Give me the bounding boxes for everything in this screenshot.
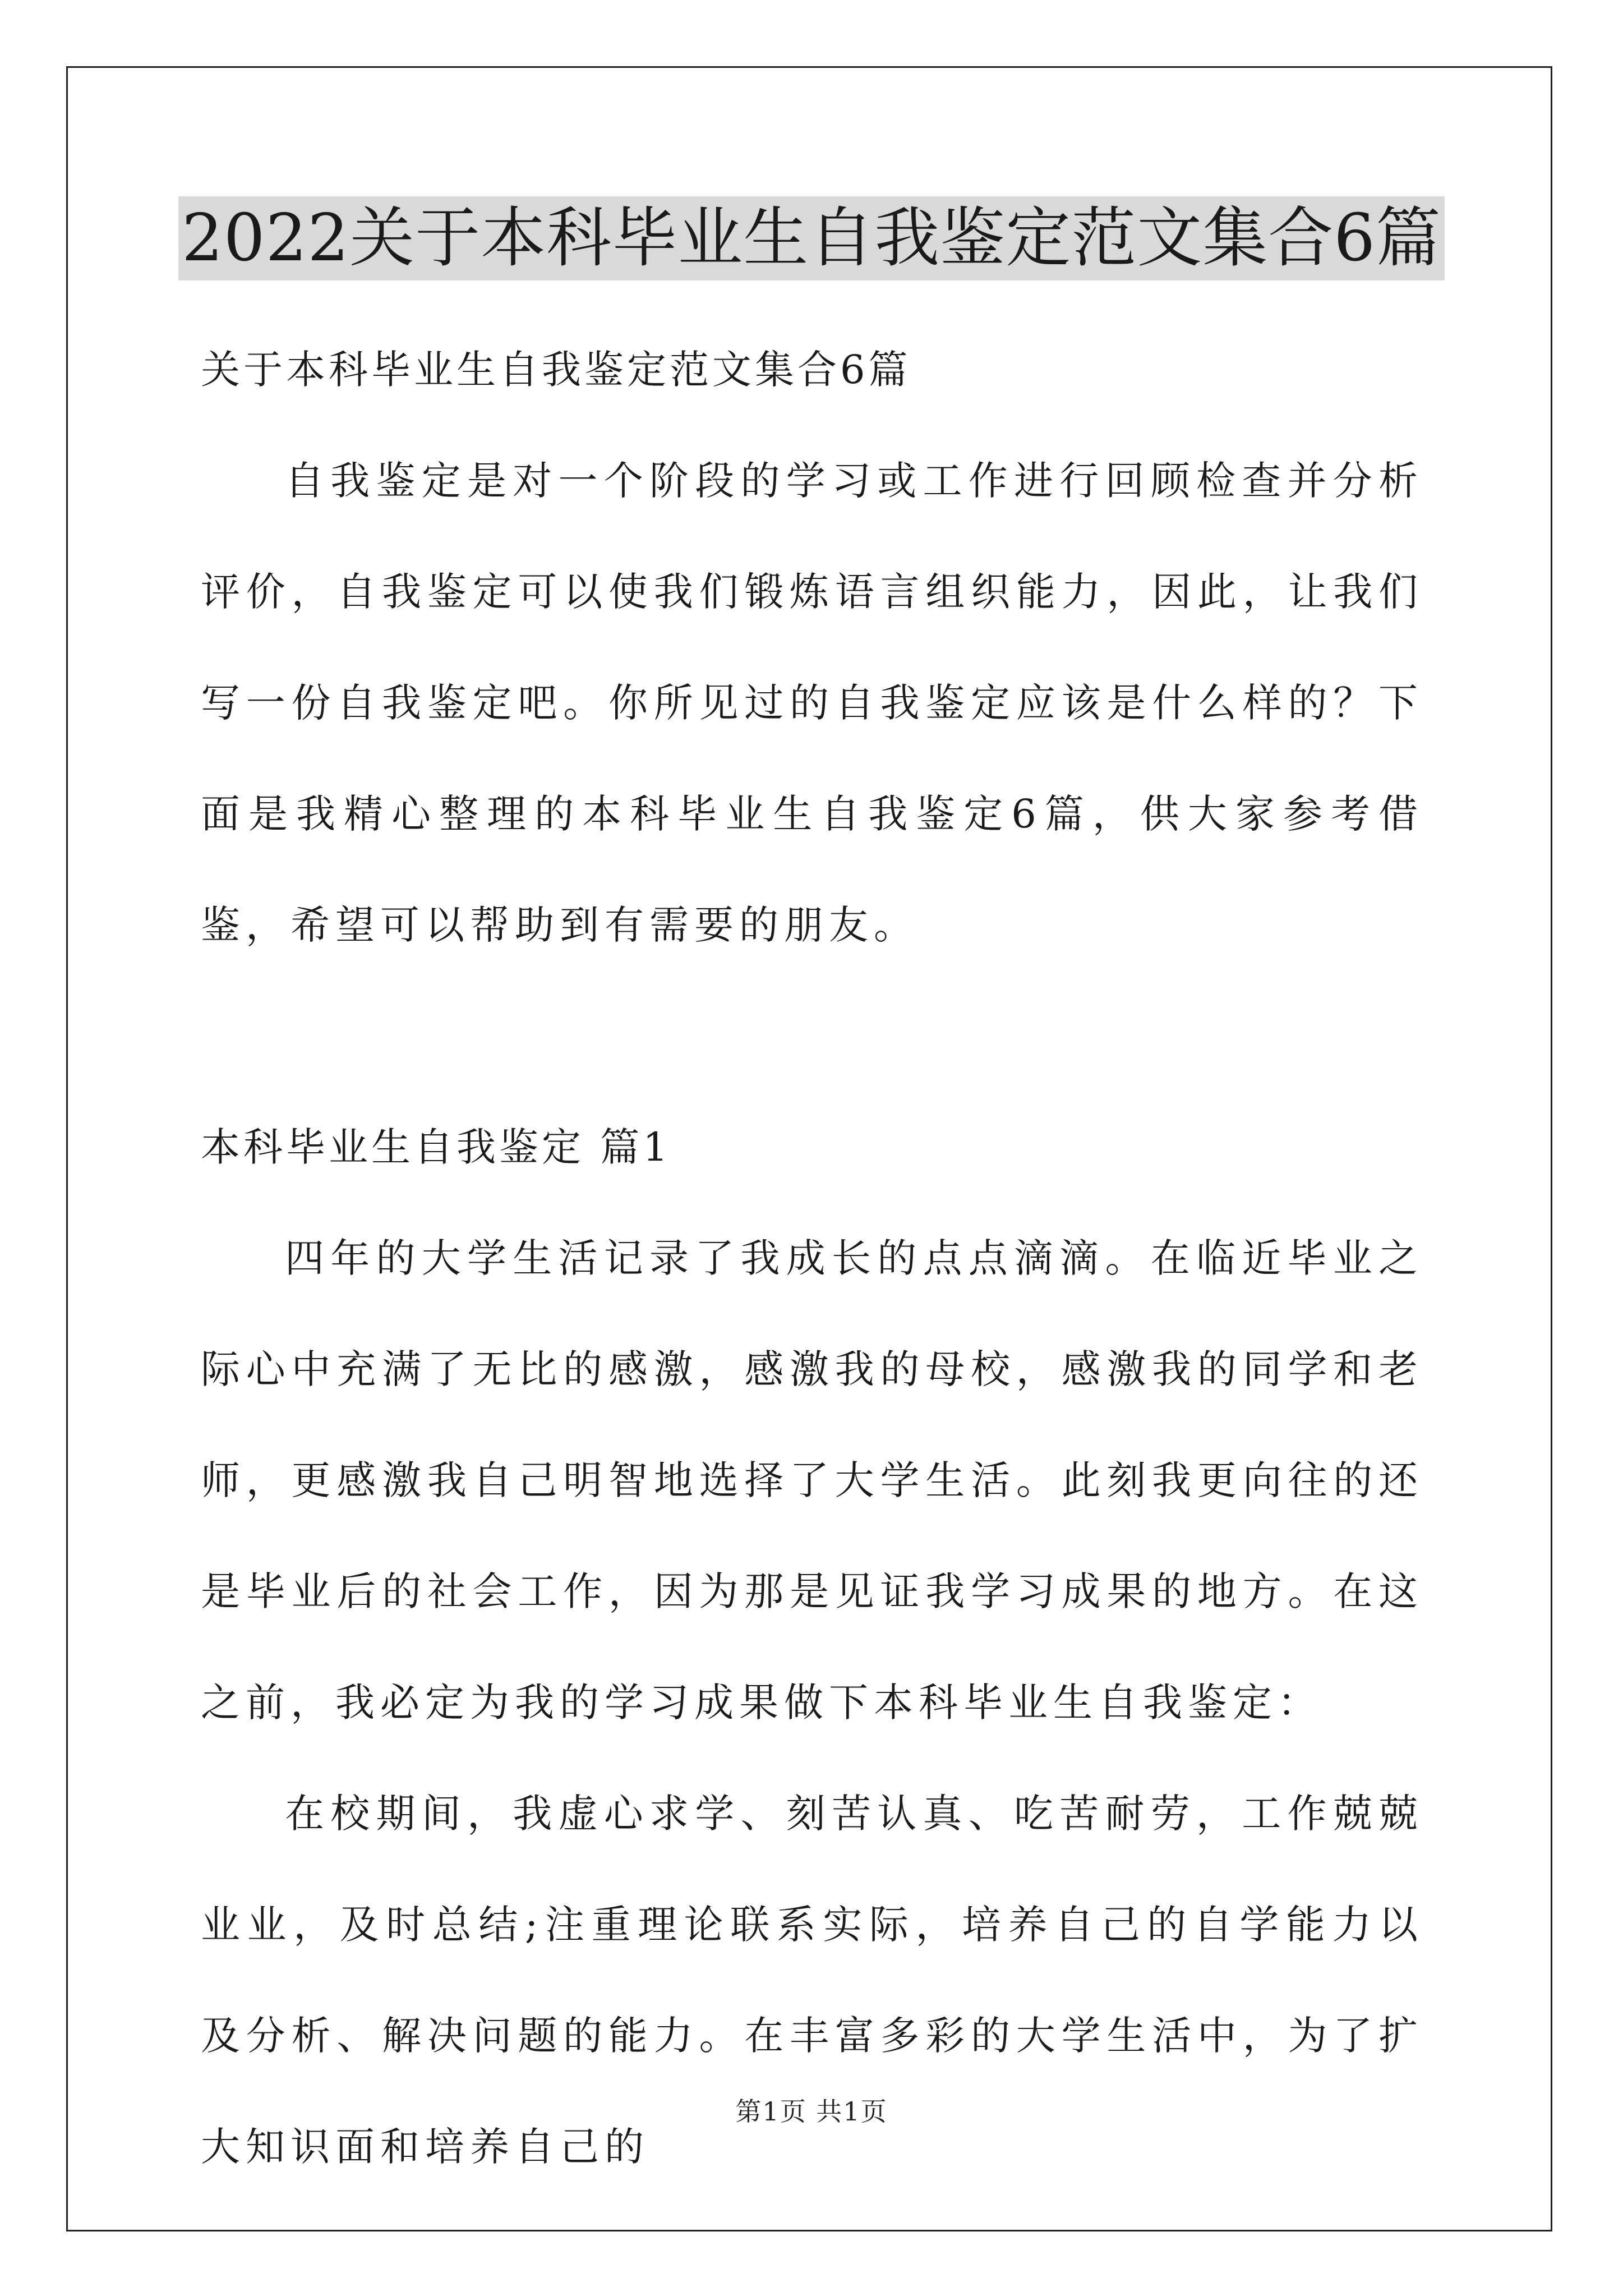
document-body	[201, 314, 1423, 2202]
section-heading: 本科毕业生自我鉴定 篇1	[201, 1124, 671, 1170]
intro-paragraph: 自我鉴定是对一个阶段的学习或工作进行回顾检查并分析评价，自我鉴定可以使我们锻炼语言组织能力，因此，让我们写一份自我鉴定吧。你所见过的自我鉴定应该是什么样的？下面是我精心整理的本科毕业生自我鉴定6篇，供大家参考借鉴，希望可以帮助到有需要的朋友。	[201, 458, 1423, 948]
body-paragraph-2: 在校期间，我虚心求学、刻苦认真、吃苦耐劳，工作兢兢业业，及时总结;注重理论联系实际，培养自己的自学能力以及分析、解决问题的能力。在丰富多彩的大学生活中，为了扩大知识面和培养自己的	[201, 1791, 1423, 2170]
section-spacer	[201, 981, 1423, 1092]
document-title: 2022关于本科毕业生自我鉴定范文集合6篇	[178, 196, 1445, 280]
title-container	[0, 196, 1623, 280]
page-footer: 第1页 共1页	[735, 2096, 888, 2127]
document-subtitle: 关于本科毕业生自我鉴定范文集合6篇	[201, 347, 911, 393]
body-paragraph-1: 四年的大学生活记录了我成长的点点滴滴。在临近毕业之际心中充满了无比的感激，感激我的母校，感激我的同学和老师，更感激我自己明智地选择了大学生活。此刻我更向往的还是毕业后的社会工作，因为那是见证我学习成果的地方。在这之前，我必定为我的学习成果做下本科毕业生自我鉴定：	[201, 1235, 1423, 1726]
